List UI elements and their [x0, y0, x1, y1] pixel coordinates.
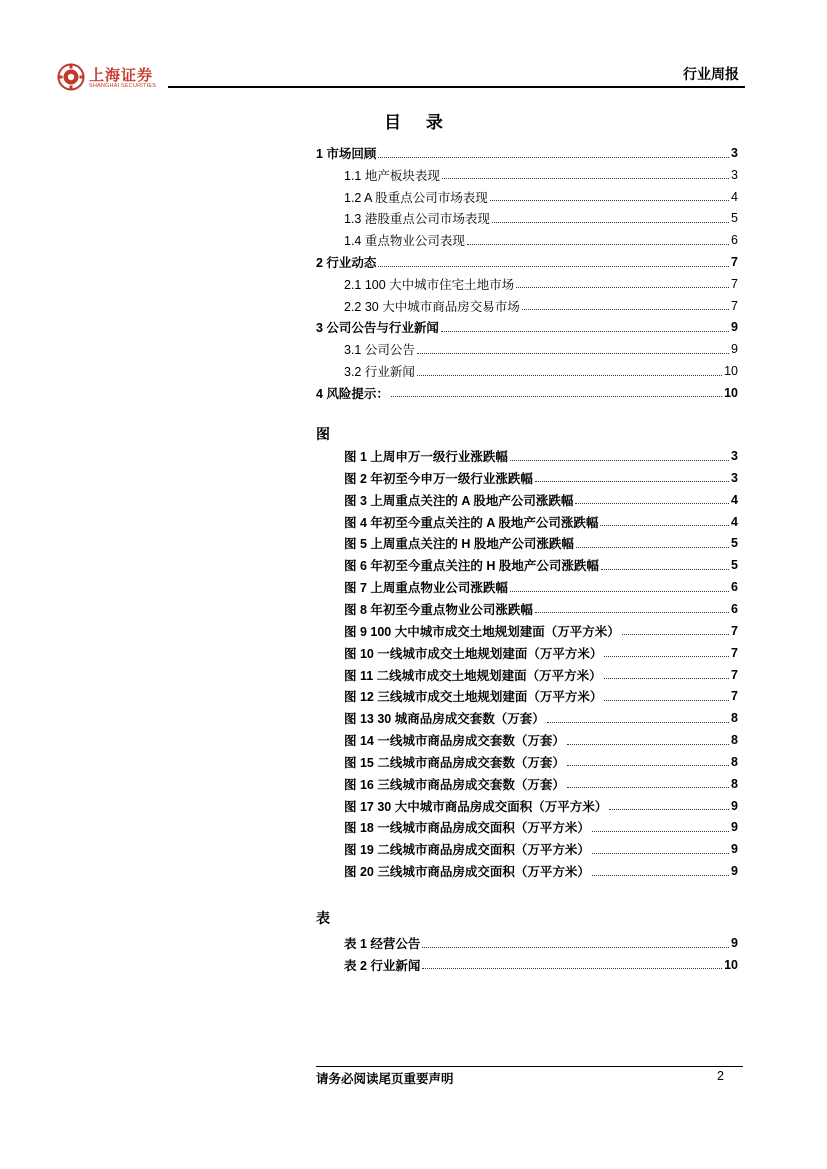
footer-disclaimer: 请务必阅读尾页重要声明: [316, 1072, 454, 1086]
entry-page-number: 3: [731, 146, 738, 160]
toc-entry-chapter[interactable]: [316, 252, 738, 272]
dot-leader: [441, 331, 729, 332]
logo-text-en: SHANGHAI SECURITIES: [89, 83, 157, 89]
entry-page-number: 6: [731, 233, 738, 248]
entry-label: 图 17 30 大中城市商品房成交面积（万平方米）: [344, 799, 608, 814]
logo-emblem-icon: [57, 63, 85, 91]
entry-page-number: 7: [731, 255, 738, 269]
dot-leader: [490, 200, 729, 201]
entry-page-number: 4: [731, 514, 738, 529]
figure-entry[interactable]: [344, 796, 738, 816]
entry-page-number: 4: [731, 492, 738, 507]
entry-page-number: 9: [731, 864, 738, 879]
toc-entry-section[interactable]: [344, 208, 738, 228]
dot-leader: [567, 787, 729, 788]
entry-label: 4 风险提示：: [316, 386, 389, 401]
logo-text-cn: 上海证券: [89, 67, 154, 84]
entry-label: 图 8 年初至今重点物业公司涨跌幅: [344, 602, 533, 617]
dot-leader: [467, 244, 729, 245]
entry-label: 1.4 重点物业公司表现: [344, 234, 465, 249]
entry-page-number: 10: [724, 957, 738, 972]
entry-page-number: 7: [731, 623, 738, 638]
entry-page-number: 7: [731, 689, 738, 704]
entry-page-number: 9: [731, 342, 738, 357]
dot-leader: [535, 481, 729, 482]
toc-entry-section[interactable]: [344, 165, 738, 185]
entry-page-number: 5: [731, 536, 738, 551]
entry-page-number: 6: [731, 580, 738, 595]
toc-entry-chapter[interactable]: [316, 317, 738, 337]
entry-label: 图 4 年初至今重点关注的 A 股地产公司涨跌幅: [344, 515, 599, 530]
company-logo: [57, 63, 157, 97]
dot-leader: [567, 744, 729, 745]
figure-entry[interactable]: [344, 861, 738, 881]
figure-entry[interactable]: [344, 599, 738, 619]
header-divider: [168, 86, 745, 88]
entry-label: 图 3 上周重点关注的 A 股地产公司涨跌幅: [344, 493, 574, 508]
toc-entry-section[interactable]: [344, 361, 738, 381]
page-header: [0, 0, 827, 100]
figure-entry[interactable]: [344, 533, 738, 553]
toc-entry-section[interactable]: [344, 187, 738, 207]
figure-entry[interactable]: [344, 774, 738, 794]
dot-leader: [604, 700, 729, 701]
dot-leader: [592, 831, 729, 832]
figure-entry[interactable]: [344, 468, 738, 488]
figure-entry[interactable]: [344, 839, 738, 859]
figure-entry[interactable]: [344, 730, 738, 750]
dot-leader: [609, 809, 729, 810]
dot-leader: [391, 396, 722, 397]
entry-page-number: 8: [731, 776, 738, 791]
entry-label: 图 16 三线城市商品房成交套数（万套）: [344, 777, 565, 792]
entry-page-number: 8: [731, 733, 738, 748]
dot-leader: [600, 525, 729, 526]
table-entry[interactable]: [344, 933, 738, 953]
entry-label: 图 14 一线城市商品房成交套数（万套）: [344, 734, 565, 749]
dot-leader: [510, 591, 729, 592]
entry-label: 图 13 30 城商品房成交套数（万套）: [344, 712, 545, 727]
entry-label: 2 行业动态: [316, 256, 377, 270]
toc-entry-section[interactable]: [344, 339, 738, 359]
entry-label: 1 市场回顾: [316, 147, 377, 161]
figure-entry[interactable]: [344, 817, 738, 837]
dot-leader: [601, 569, 729, 570]
figure-entry[interactable]: [344, 577, 738, 597]
entry-label: 图 6 年初至今重点关注的 H 股地产公司涨跌幅: [344, 559, 599, 574]
entry-page-number: 7: [731, 645, 738, 660]
toc-entry-chapter[interactable]: [316, 383, 738, 403]
page-number: 2: [717, 1069, 724, 1083]
toc-entry-section[interactable]: [344, 274, 738, 294]
entry-page-number: 4: [731, 189, 738, 204]
figure-entry[interactable]: [344, 446, 738, 466]
figure-entry[interactable]: [344, 555, 738, 575]
dot-leader: [378, 157, 729, 158]
dot-leader: [417, 375, 722, 376]
entry-page-number: 8: [731, 754, 738, 769]
figure-entry[interactable]: [344, 665, 738, 685]
entry-page-number: 9: [731, 798, 738, 813]
entry-label: 3 公司公告与行业新闻: [316, 321, 439, 336]
figure-entry[interactable]: [344, 512, 738, 532]
entry-page-number: 8: [731, 711, 738, 726]
entry-label: 3.2 行业新闻: [344, 365, 415, 379]
entry-label: 3.1 公司公告: [344, 343, 415, 358]
toc-entry-section[interactable]: [344, 230, 738, 250]
entry-label: 图 11 二线城市成交土地规划建面（万平方米）: [344, 668, 602, 683]
entry-page-number: 9: [731, 820, 738, 835]
dot-leader: [422, 968, 722, 969]
entry-page-number: 10: [724, 385, 738, 400]
dot-leader: [378, 266, 729, 267]
entry-label: 图 15 二线城市商品房成交套数（万套）: [344, 755, 565, 770]
entry-page-number: 3: [731, 470, 738, 485]
entry-label: 表 2 行业新闻: [344, 958, 421, 973]
dot-leader: [604, 656, 729, 657]
entry-page-number: 9: [731, 842, 738, 857]
entry-page-number: 3: [731, 167, 738, 182]
dot-leader: [547, 722, 729, 723]
dot-leader: [567, 765, 729, 766]
figure-entry[interactable]: [344, 490, 738, 510]
entry-label: 图 7 上周重点物业公司涨跌幅: [344, 581, 508, 596]
dot-leader: [604, 678, 729, 679]
dot-leader: [522, 309, 729, 310]
dot-leader: [417, 353, 729, 354]
toc-title: 目 录: [384, 113, 453, 132]
toc-entry-section[interactable]: [344, 296, 738, 316]
tables-heading: 表: [316, 910, 330, 926]
entry-label: 图 10 一线城市成交土地规划建面（万平方米）: [344, 646, 603, 661]
entry-page-number: 6: [731, 601, 738, 616]
entry-label: 图 18 一线城市商品房成交面积（万平方米）: [344, 821, 590, 836]
dot-leader: [622, 634, 729, 635]
dot-leader: [492, 222, 729, 223]
entry-page-number: 9: [731, 936, 738, 950]
report-type-label: 行业周报: [683, 66, 739, 82]
figure-entry[interactable]: [344, 643, 738, 663]
entry-label: 2.1 100 大中城市住宅土地市场: [344, 277, 515, 292]
entry-label: 图 20 三线城市商品房成交面积（万平方米）: [344, 865, 590, 880]
table-entry[interactable]: [344, 955, 738, 975]
entry-page-number: 9: [731, 320, 738, 335]
toc-entry-chapter[interactable]: [316, 143, 738, 163]
dot-leader: [442, 178, 729, 179]
footer-divider: [316, 1066, 743, 1067]
entry-label: 1.2 A 股重点公司市场表现: [344, 190, 488, 205]
dot-leader: [592, 853, 729, 854]
entry-label: 图 12 三线城市成交土地规划建面（万平方米）: [344, 690, 603, 705]
entry-label: 1.1 地产板块表现: [344, 168, 440, 183]
figure-entry[interactable]: [344, 686, 738, 706]
entry-label: 2.2 30 大中城市商品房交易市场: [344, 299, 520, 314]
figure-entry[interactable]: [344, 752, 738, 772]
entry-label: 图 5 上周重点关注的 H 股地产公司涨跌幅: [344, 537, 574, 552]
entry-page-number: 7: [731, 276, 738, 291]
entry-page-number: 3: [731, 449, 738, 463]
entry-label: 图 19 二线城市商品房成交面积（万平方米）: [344, 843, 590, 858]
entry-label: 图 1 上周申万一级行业涨跌幅: [344, 450, 508, 464]
entry-page-number: 5: [731, 558, 738, 573]
dot-leader: [535, 612, 729, 613]
entry-page-number: 10: [724, 364, 738, 378]
figures-heading: 图: [316, 426, 330, 442]
entry-label: 表 1 经营公告: [344, 937, 421, 951]
dot-leader: [576, 547, 729, 548]
figure-entry[interactable]: [344, 708, 738, 728]
dot-leader: [510, 460, 729, 461]
figure-entry[interactable]: [344, 621, 738, 641]
entry-label: 图 2 年初至今申万一级行业涨跌幅: [344, 471, 533, 486]
entry-label: 1.3 港股重点公司市场表现: [344, 212, 490, 227]
entry-label: 图 9 100 大中城市成交土地规划建面（万平方米）: [344, 624, 620, 639]
dot-leader: [422, 947, 729, 948]
entry-page-number: 7: [731, 667, 738, 682]
entry-page-number: 5: [731, 211, 738, 226]
dot-leader: [516, 287, 729, 288]
entry-page-number: 7: [731, 298, 738, 313]
dot-leader: [575, 503, 729, 504]
dot-leader: [592, 875, 729, 876]
